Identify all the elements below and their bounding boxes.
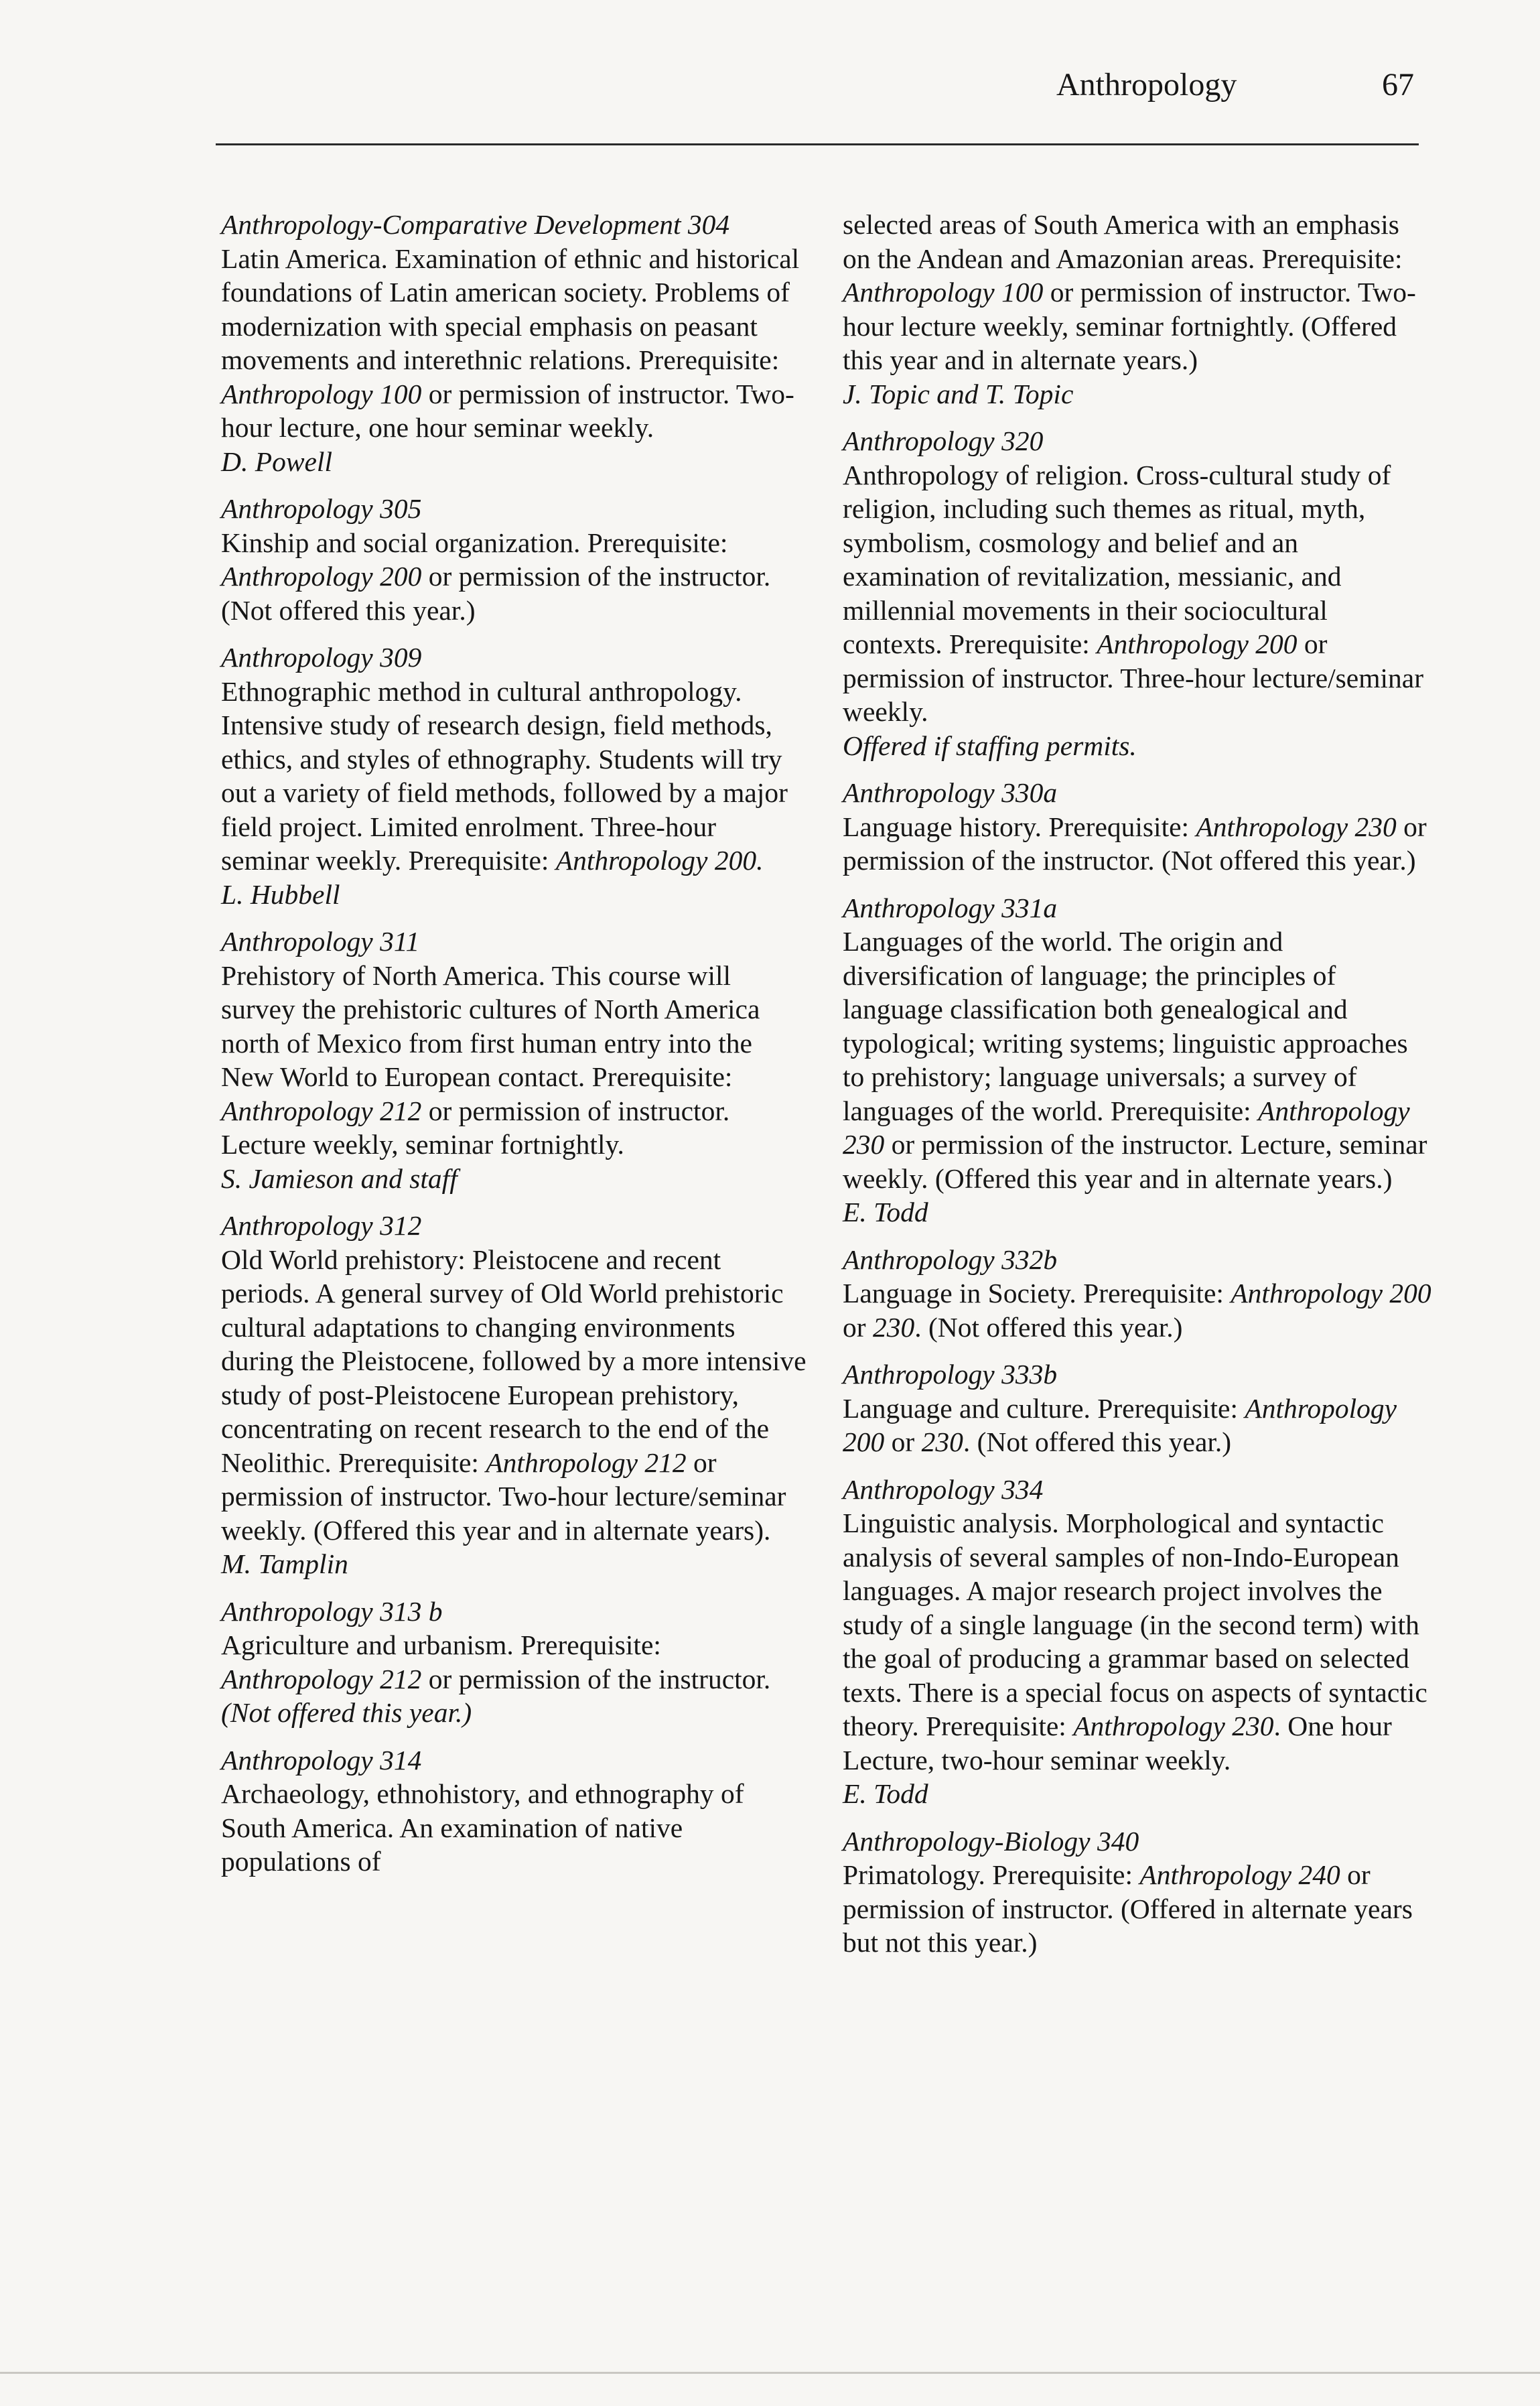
course-description: Latin America. Examination of ethnic and historical foundations of Latin american society. Problems of modernization with special emphasis on peasant movements and interethnic relations. Prerequisite: Anthropology 100 or permission of instructor. Two-hour lecture, one hour seminar weekly. [221, 243, 800, 443]
prerequisite-course: Anthropology 212 [486, 1447, 687, 1478]
course-description: Language and culture. Prerequisite: Anthropology 200 or 230. (Not offered this year.) [843, 1392, 1397, 1457]
availability-note: Offered if staffing permits. [843, 730, 1137, 761]
prerequisite-course: Anthropology 200 [1231, 1278, 1431, 1309]
scan-edge [0, 2372, 1540, 2374]
prerequisite-course: Anthropology 212 [221, 1095, 422, 1126]
prerequisite-course: Anthropology 200 [1097, 628, 1298, 659]
instructor: D. Powell [221, 446, 332, 477]
course-description: Primatology. Prerequisite: Anthropology 240 or permission of instructor. (Offered in alternate years but not this year.) [843, 1859, 1413, 1958]
course-title: Anthropology 332b [843, 1244, 1058, 1275]
course-description: Prehistory of North America. This course will survey the prehistoric cultures of North America north of Mexico from first human entry into the New World to European contact. Prerequisite: Anthropology 212 or permission of instructor. Lecture weekly, seminar fortnightly. [221, 959, 760, 1160]
course-description: Old World prehistory: Pleistocene and recent periods. A general survey of Old World prehistoric cultural adaptations to changing environments during the Pleistocene, followed by a more intensive study of post-Pleistocene European prehistory, concentrating on recent research to the end of the Neolithic. Prerequisite: Anthropology 212 or permission of instructor. Two-hour lecture/seminar weekly. (Offered this year and in alternate years). [221, 1244, 807, 1546]
course-title: Anthropology 313 b [221, 1595, 443, 1627]
course-description: selected areas of South America with an emphasis on the Andean and Amazonian areas. Prerequisite: Anthropology 100 or permission of instructor. Two-hour lecture weekly, seminar fortnightly. (Offered this year and in alternate years.) [843, 209, 1416, 375]
course-entry-334 [843, 1473, 1432, 1811]
prerequisite-course-alt: 230 [921, 1426, 963, 1457]
course-description: Ethnographic method in cultural anthropology. Intensive study of research design, field methods, ethics, and styles of ethnography. Students will try out a variety of field methods, followed by a major field project. Limited enrolment. Three-hour seminar weekly. Prerequisite: Anthropology 200. [221, 675, 788, 876]
instructor: J. Topic and T. Topic [843, 378, 1074, 409]
course-title: Anthropology-Comparative Development 304 [221, 209, 730, 240]
right-column [843, 208, 1432, 1973]
course-entry-313b [221, 1595, 811, 1730]
course-description: Languages of the world. The origin and diversification of language; the principles of language classification both genealogical and typological; writing systems; linguistic approaches to prehistory; language universals; a survey of languages of the world. Prerequisite: Anthropology 230 or permission of the instructor. Lecture, seminar weekly. (Offered this year and in alternate years.) [843, 926, 1427, 1194]
prerequisite-course: Anthropology 100 [843, 277, 1044, 308]
course-entry-314 [221, 1743, 811, 1879]
course-title: Anthropology 330a [843, 777, 1058, 808]
course-title: Anthropology 305 [221, 493, 422, 524]
course-entry-309 [221, 641, 811, 911]
course-description: Language in Society. Prerequisite: Anthropology 200 or 230. (Not offered this year.) [843, 1278, 1431, 1343]
course-description: Linguistic analysis. Morphological and syntactic analysis of several samples of non-Indo-European languages. A major research project involves the study of a single language (in the second term) with the goal of producing a grammar based on selected texts. There is a special focus on aspects of syntactic theory. Prerequisite: Anthropology 230. One hour Lecture, two-hour seminar weekly. [843, 1508, 1427, 1776]
prerequisite-course: Anthropology 212 [221, 1663, 422, 1694]
running-head: Anthropology [1056, 67, 1237, 103]
course-title: Anthropology 331a [843, 892, 1058, 923]
course-entry-330a [843, 776, 1432, 878]
course-entry-333b [843, 1357, 1432, 1459]
prerequisite-course: Anthropology 230 [843, 1095, 1410, 1160]
course-title: Anthropology 320 [843, 425, 1044, 456]
course-title: Anthropology 334 [843, 1473, 1044, 1505]
prerequisite-course: Anthropology 230 [1196, 811, 1397, 842]
course-entry-304 [221, 208, 811, 478]
prerequisite-course: Anthropology 200. [555, 845, 764, 876]
prerequisite-course: Anthropology 230 [1073, 1711, 1274, 1741]
course-entry-340 [843, 1824, 1432, 1960]
course-title: Anthropology 311 [221, 926, 420, 957]
course-description: Kinship and social organization. Prerequisite: Anthropology 200 or permission of the instructor. (Not offered this year.) [221, 527, 771, 626]
availability-note: (Not offered this year.) [221, 1697, 472, 1728]
course-entry-305 [221, 492, 811, 627]
course-description: Language history. Prerequisite: Anthropology 230 or permission of the instructor. (Not offered this year.) [843, 811, 1427, 876]
course-entry-312 [221, 1209, 811, 1581]
instructor: E. Todd [843, 1197, 928, 1227]
instructor: L. Hubbell [221, 878, 340, 910]
instructor: E. Todd [843, 1778, 928, 1809]
instructor: S. Jamieson and staff [221, 1162, 458, 1194]
prerequisite-course: Anthropology 240 [1139, 1859, 1340, 1890]
course-title: Anthropology 312 [221, 1210, 422, 1241]
course-entry-314-continued [843, 208, 1432, 411]
prerequisite-course: Anthropology 100 [221, 378, 422, 409]
page-header [1056, 62, 1414, 109]
header-rule [216, 143, 1419, 145]
course-title: Anthropology 314 [221, 1744, 422, 1776]
left-column [221, 208, 811, 1892]
course-description: Archaeology, ethnohistory, and ethnography of South America. An examination of native populations of [221, 1778, 744, 1877]
course-title: Anthropology 309 [221, 642, 422, 673]
course-entry-332b [843, 1243, 1432, 1345]
instructor: M. Tamplin [221, 1548, 348, 1579]
course-description: Anthropology of religion. Cross-cultural study of religion, including such themes as ritual, myth, symbolism, cosmology and belief and an examination of revitalization, messianic, and millennial movements in their sociocultural contexts. Prerequisite: Anthropology 200 or permission of instructor. Three-hour lecture/seminar weekly. [843, 459, 1424, 727]
course-entry-320 [843, 424, 1432, 762]
prerequisite-course-alt: 230 [872, 1311, 915, 1343]
prerequisite-course: Anthropology 200 [843, 1392, 1397, 1457]
course-entry-331a [843, 891, 1432, 1229]
course-title: Anthropology-Biology 340 [843, 1825, 1139, 1857]
course-entry-311 [221, 925, 811, 1195]
course-title: Anthropology 333b [843, 1359, 1058, 1390]
prerequisite-course: Anthropology 200 [221, 561, 422, 592]
course-description: Agriculture and urbanism. Prerequisite: Anthropology 212 or permission of the instructor. [221, 1629, 771, 1694]
page-number: 67 [1382, 67, 1414, 103]
